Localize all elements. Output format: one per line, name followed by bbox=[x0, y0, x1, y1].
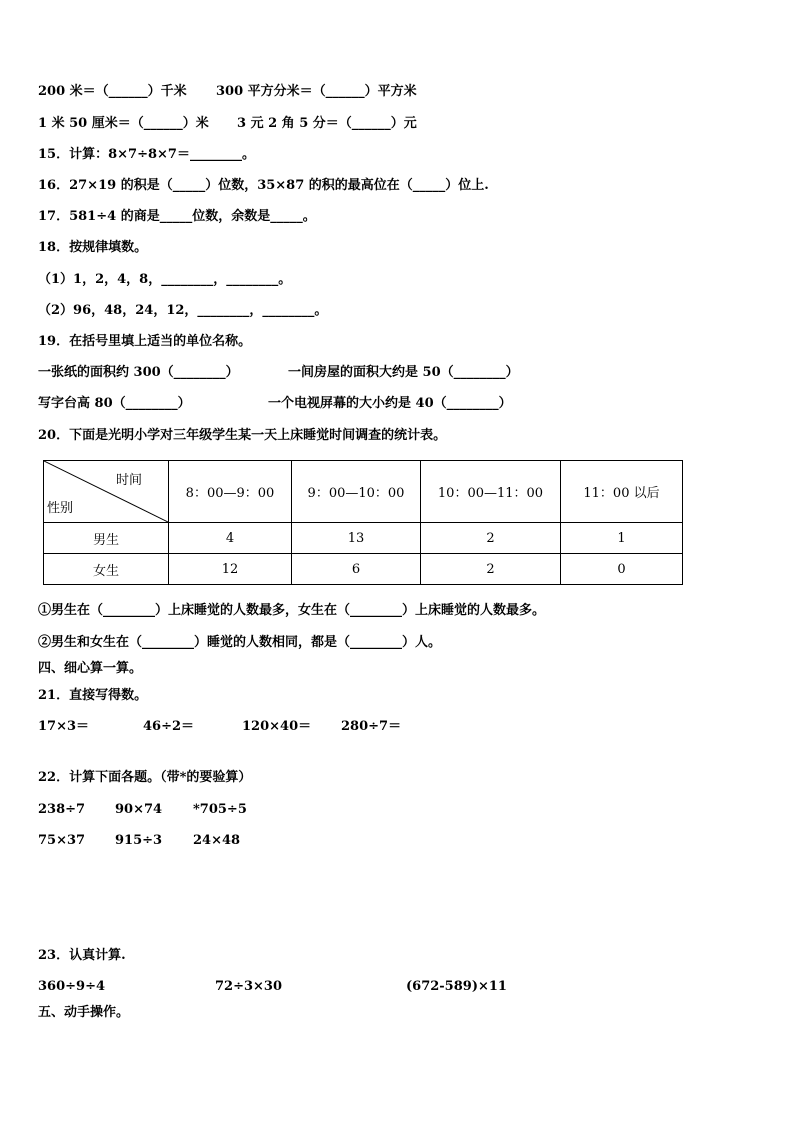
question-22: 22．计算下面各题。（带*的要验算） bbox=[38, 770, 252, 785]
q21-item: 17×3＝ bbox=[38, 719, 90, 734]
question-16: 16．27×19 的积是（_____）位数，35×87 的积的最高位在（_____）位上. bbox=[38, 178, 489, 193]
section-4-title: 四、细心算一算。 bbox=[38, 661, 143, 676]
row-label: 男生 bbox=[44, 523, 169, 554]
table-cell: 2 bbox=[421, 554, 561, 585]
question-17: 17．581÷4 的商是_____位数，余数是_____。 bbox=[38, 209, 316, 224]
question-18: 18．按规律填数。 bbox=[38, 240, 148, 255]
table-corner-cell bbox=[44, 461, 169, 523]
column-header: 8：00—9：00 bbox=[169, 461, 292, 523]
question-18-part2: （2）96，48，24，12，________，________。 bbox=[38, 303, 328, 318]
q21-item: 120×40＝ bbox=[242, 719, 312, 734]
row-label: 女生 bbox=[44, 554, 169, 585]
table-row bbox=[44, 554, 683, 585]
q22-item: 90×74 bbox=[115, 802, 163, 817]
conversion-1m50cm: 1 米 50 厘米＝（______）米 bbox=[38, 116, 209, 131]
q21-item: 46÷2＝ bbox=[143, 719, 195, 734]
section-5-title: 五、动手操作。 bbox=[38, 1005, 130, 1020]
conversion-yuan: 3 元 2 角 5 分＝（______）元 bbox=[237, 116, 417, 131]
question-20-part1: ①男生在（________）上床睡觉的人数最多，女生在（________）上床睡觉的人数最多。 bbox=[38, 603, 546, 618]
question-18-part1: （1）1，2，4，8，________，________。 bbox=[38, 272, 292, 287]
corner-label-gender: 性别 bbox=[47, 501, 74, 516]
question-21: 21．直接写得数。 bbox=[38, 688, 148, 703]
question-19-tv: 一个电视屏幕的大小约是 40（________） bbox=[268, 396, 512, 411]
question-23: 23．认真计算. bbox=[38, 948, 126, 963]
table-cell: 1 bbox=[561, 523, 683, 554]
table-cell: 4 bbox=[169, 523, 292, 554]
column-header: 10：00—11：00 bbox=[421, 461, 561, 523]
table-row bbox=[44, 523, 683, 554]
conversion-300dm2: 300 平方分米＝（______）平方米 bbox=[216, 84, 417, 99]
question-15: 15．计算：8×7÷8×7＝________。 bbox=[38, 147, 255, 162]
question-20: 20．下面是光明小学对三年级学生某一天上床睡觉时间调查的统计表。 bbox=[38, 428, 447, 443]
table-cell: 6 bbox=[292, 554, 421, 585]
q23-item: (672-589)×11 bbox=[406, 979, 507, 994]
q22-item: 238÷7 bbox=[38, 802, 86, 817]
table-cell: 0 bbox=[561, 554, 683, 585]
question-19: 19．在括号里填上适当的单位名称。 bbox=[38, 334, 252, 349]
question-19-room: 一间房屋的面积大约是 50（________） bbox=[288, 365, 519, 380]
q23-item: 72÷3×30 bbox=[215, 979, 283, 994]
conversion-200m: 200 米＝（______）千米 bbox=[38, 84, 187, 99]
corner-label-time: 时间 bbox=[115, 473, 142, 488]
question-19-paper: 一张纸的面积约 300（________） bbox=[38, 365, 239, 380]
q21-item: 280÷7＝ bbox=[341, 719, 402, 734]
column-header: 11：00 以后 bbox=[561, 461, 683, 523]
question-20-part2: ②男生和女生在（________）睡觉的人数相同，都是（________）人。 bbox=[38, 635, 442, 650]
question-19-desk: 写字台高 80（________） bbox=[38, 396, 191, 411]
q22-item: *705÷5 bbox=[193, 802, 247, 817]
table-cell: 2 bbox=[421, 523, 561, 554]
q22-item: 75×37 bbox=[38, 833, 86, 848]
q22-item: 24×48 bbox=[193, 833, 241, 848]
q22-item: 915÷3 bbox=[115, 833, 163, 848]
q23-item: 360÷9÷4 bbox=[38, 979, 106, 994]
bedtime-statistics-table bbox=[43, 460, 683, 585]
table-cell: 13 bbox=[292, 523, 421, 554]
table-cell: 12 bbox=[169, 554, 292, 585]
column-header: 9：00—10：00 bbox=[292, 461, 421, 523]
